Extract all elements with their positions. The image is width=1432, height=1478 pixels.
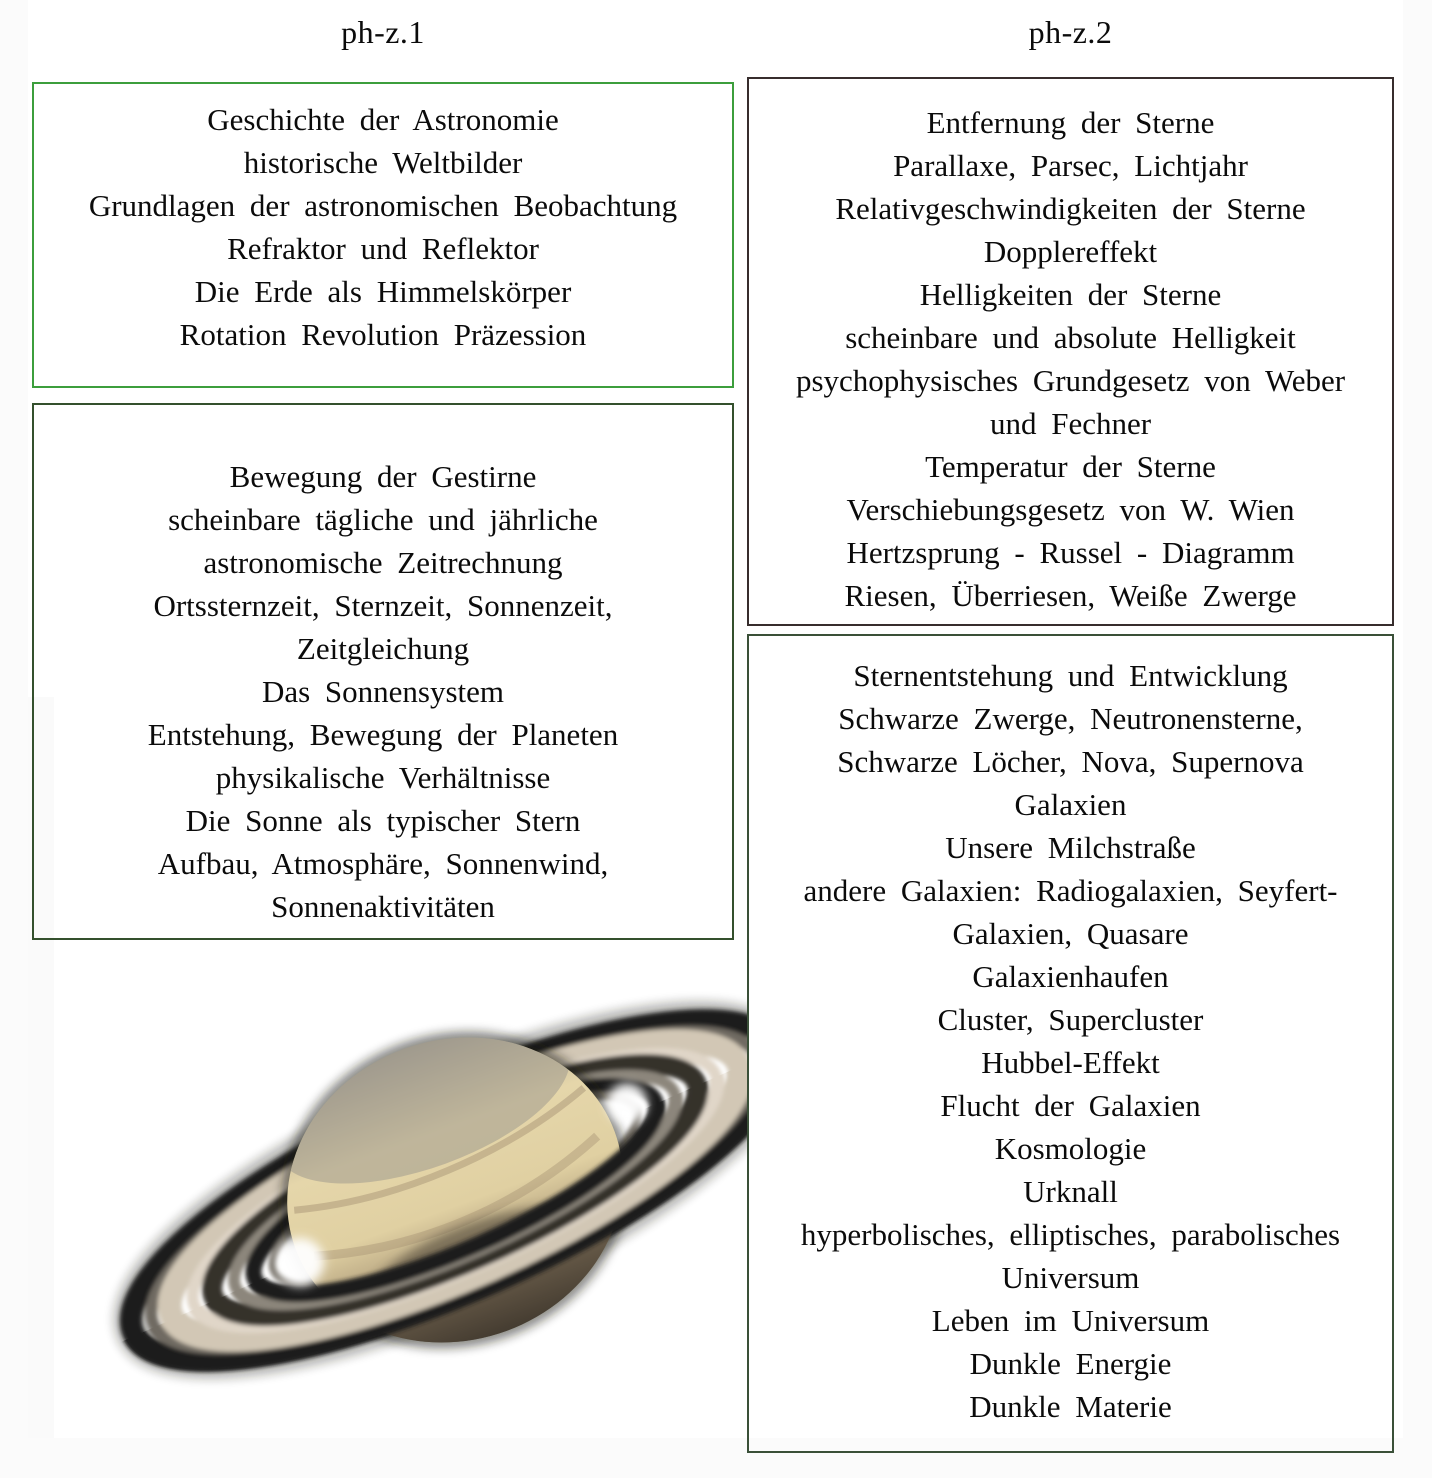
column-header-ph-z1: ph-z.1 [341,14,425,50]
text-line: Bewegung der Gestirne [229,459,537,494]
text-line: Schwarze Zwerge, Neutronensterne, [838,701,1303,736]
text-line: hyperbolisches, elliptisches, parabolisches [800,1217,1341,1252]
text-line: Dopplereffekt [983,234,1158,269]
text-line: Riesen, Überriesen, Weiße Zwerge [844,578,1297,613]
column-header-ph-z2: ph-z.2 [1028,14,1113,50]
text-line: Rotation Revolution Präzession [179,317,587,352]
text-line: Entfernung der Sterne [926,105,1215,140]
text-line: Leben im Universum [931,1303,1210,1338]
text-line: Die Sonne als typischer Stern [185,803,581,838]
text-line: Refraktor und Reflektor [227,231,539,266]
text-line: Grundlagen der astronomischen Beobachtung [88,188,678,223]
text-line: Cluster, Supercluster [937,1002,1204,1037]
text-line: Aufbau, Atmosphäre, Sonnenwind, [157,846,609,881]
text-line: Relativgeschwindigkeiten der Sterne [835,191,1306,226]
text-line: scheinbare tägliche und jährliche [168,502,598,537]
text-line: Helligkeiten der Sterne [919,277,1222,312]
text-line: Sonnenaktivitäten [271,889,495,924]
topic-box-sternentstehung [747,634,1394,1453]
text-line: astronomische Zeitrechnung [203,545,563,580]
text-line: Galaxienhaufen [972,959,1169,994]
text-line: Dunkle Materie [969,1389,1172,1424]
topic-box-bewegung-der-gestirne [32,403,734,940]
text-line: Ortssternzeit, Sternzeit, Sonnenzeit, [153,588,613,623]
text-line: Die Erde als Himmelskörper [194,274,572,309]
text-line: Parallaxe, Parsec, Lichtjahr [893,148,1248,183]
topic-box-geschichte-der-astronomie [32,82,734,388]
text-line: Schwarze Löcher, Nova, Supernova [837,744,1304,779]
text-line: Entstehung, Bewegung der Planeten [147,717,619,752]
text-line: psychophysisches Grundgesetz von Weber [795,363,1346,398]
text-line: Das Sonnensystem [261,674,505,709]
saturn-image [60,955,747,1442]
text-line: Hertzsprung - Russel - Diagramm [846,535,1295,570]
text-line: historische Weltbilder [243,145,523,180]
saturn-highlight-right [607,1083,647,1123]
text-line: scheinbare und absolute Helligkeit [845,320,1296,355]
text-line: und Fechner [989,406,1152,441]
text-line: Hubbel-Effekt [981,1045,1160,1080]
text-line: Temperatur der Sterne [925,449,1216,484]
text-line: Universum [1001,1260,1140,1295]
text-line: Kosmologie [994,1131,1147,1166]
text-line: Unsere Milchstraße [945,830,1196,865]
text-line: Galaxien [1014,787,1127,822]
topic-box-entfernung-der-sterne [747,77,1394,626]
text-line: Sternentstehung und Entwicklung [853,658,1288,693]
text-line: Urknall [1023,1174,1118,1209]
text-line: Flucht der Galaxien [940,1088,1201,1123]
text-line: Dunkle Energie [969,1346,1172,1381]
text-line: Verschiebungsgesetz von W. Wien [846,492,1295,527]
text-line: physikalische Verhältnisse [215,760,551,795]
text-line: Galaxien, Quasare [952,916,1189,951]
text-line: Geschichte der Astronomie [207,102,559,137]
text-line: andere Galaxien: Radiogalaxien, Seyfert- [803,873,1338,908]
text-line: Zeitgleichung [296,631,470,666]
saturn-svg [60,955,747,1442]
saturn-highlight-left [276,1238,324,1286]
